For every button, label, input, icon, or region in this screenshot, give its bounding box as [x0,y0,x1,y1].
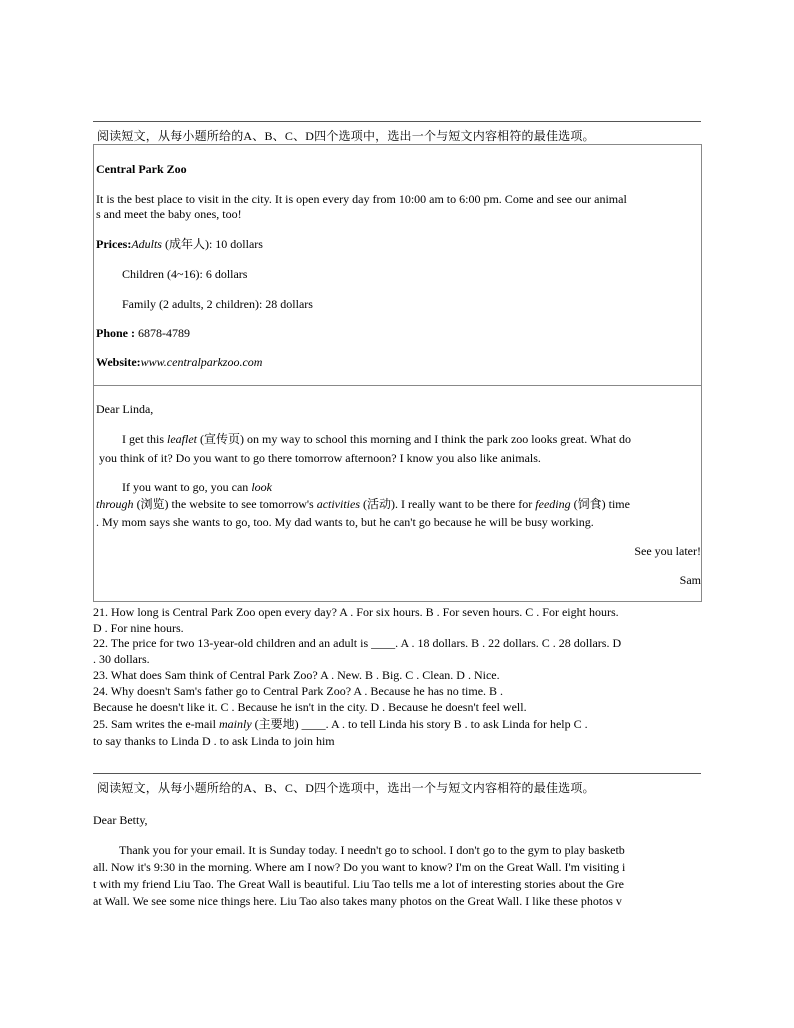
letter2-greeting: Dear Betty, [93,813,148,827]
letter-text: (宣传页) on my way to school this morning and I think the park zoo looks great. What do [197,432,632,446]
letter-p1-line2: you think of it? Do you want to go there tomorrow afternoon? I know you also like animals. [99,451,541,465]
letter2-line1: Thank you for your email. It is Sunday today. I needn't go to school. I don't go to the gym to play basketb [119,843,625,857]
section-rule-bottom [93,773,701,774]
word-through: through [96,497,134,511]
letter-signature: Sam [679,573,701,587]
question-text: 25. Sam writes the e-mail [93,717,219,731]
letter-p2-line3: . My mom says she wants to go, too. My dad wants to, but he can't go because he will be busy working. [96,515,594,529]
letter-text: If you want to go, you can [122,480,252,494]
ad-prices-line [96,237,263,251]
question-21-line1: 21. How long is Central Park Zoo open every day? A . For six hours. B . For seven hours. C . For eight hours. [93,605,619,619]
question-23: 23. What does Sam think of Central Park Zoo? A . New. B . Big. C . Clean. D . Nice. [93,668,500,682]
letter-p1-line1 [122,432,631,446]
word-activities: activities [316,497,361,511]
letter-text: (饲食) time [570,497,630,511]
ad-phone-line [96,326,190,340]
question-22-line2: . 30 dollars. [93,652,150,666]
letter-p2-line1 [122,480,272,494]
ad-intro-line2: s and meet the baby ones, too! [96,207,242,221]
question-25-line2: to say thanks to Linda D . to ask Linda to join him [93,734,335,748]
letter-p2-line2 [96,497,630,511]
section-rule-top [93,121,701,122]
ad-website-line [96,355,262,369]
question-21-line2: D . For nine hours. [93,621,184,635]
word-look: look [251,480,272,494]
prices-label: Prices: [96,237,132,251]
letter-text: (活动). I really want to be there for [360,497,536,511]
question-text: (主要地) ____. A . to tell Linda his story B . to ask Linda for help C . [251,717,588,731]
box-divider [94,385,701,386]
children-price: Children (4~16): 6 dollars [122,267,248,281]
word-feeding: feeding [535,497,571,511]
adults-word: Adults [131,237,162,251]
letter-text: (浏览) the website to see tomorrow's [133,497,317,511]
question-25-line1 [93,717,588,731]
question-24-line1: 24. Why doesn't Sam's father go to Central Park Zoo? A . Because he has no time. B . [93,684,504,698]
letter-text: I get this [122,432,167,446]
ad-intro-line1: It is the best place to visit in the city. It is open every day from 10:00 am to 6:00 pm. Come and see our animal [96,192,627,206]
phone-value: 6878-4789 [135,326,190,340]
website-label: Website: [96,355,141,369]
section1-instruction: 阅读短文，从每小题所给的A、B、C、D四个选项中，选出一个与短文内容相符的最佳选项。 [97,129,595,143]
word-leaflet: leaflet [167,432,197,446]
letter2-line2: all. Now it's 9:30 in the morning. Where am I now? Do you want to know? I'm on the Great Wall. I'm visiting i [93,860,626,874]
website-value: www.centralparkzoo.com [140,355,263,369]
letter-greeting: Dear Linda, [96,402,154,416]
adults-price: (成年人): 10 dollars [161,237,263,251]
family-price: Family (2 adults, 2 children): 28 dollars [122,297,313,311]
phone-label: Phone : [96,326,135,340]
letter-closing: See you later! [634,544,701,558]
letter2-line3: t with my friend Liu Tao. The Great Wall is beautiful. Liu Tao tells me a lot of interesting stories about the Gre [93,877,625,891]
question-22-line1: 22. The price for two 13-year-old children and an adult is ____. A . 18 dollars. B . 22 dollars. C . 28 dollars. D [93,636,622,650]
letter2-line4: at Wall. We see some nice things here. Liu Tao also takes many photos on the Great Wall. I like these photos v [93,894,622,908]
ad-title: Central Park Zoo [96,162,187,176]
word-mainly: mainly [218,717,252,731]
section2-instruction: 阅读短文，从每小题所给的A、B、C、D四个选项中，选出一个与短文内容相符的最佳选项。 [97,781,595,795]
question-24-line2: Because he doesn't like it. C . Because he isn't in the city. D . Because he doesn't feel well. [93,700,527,714]
